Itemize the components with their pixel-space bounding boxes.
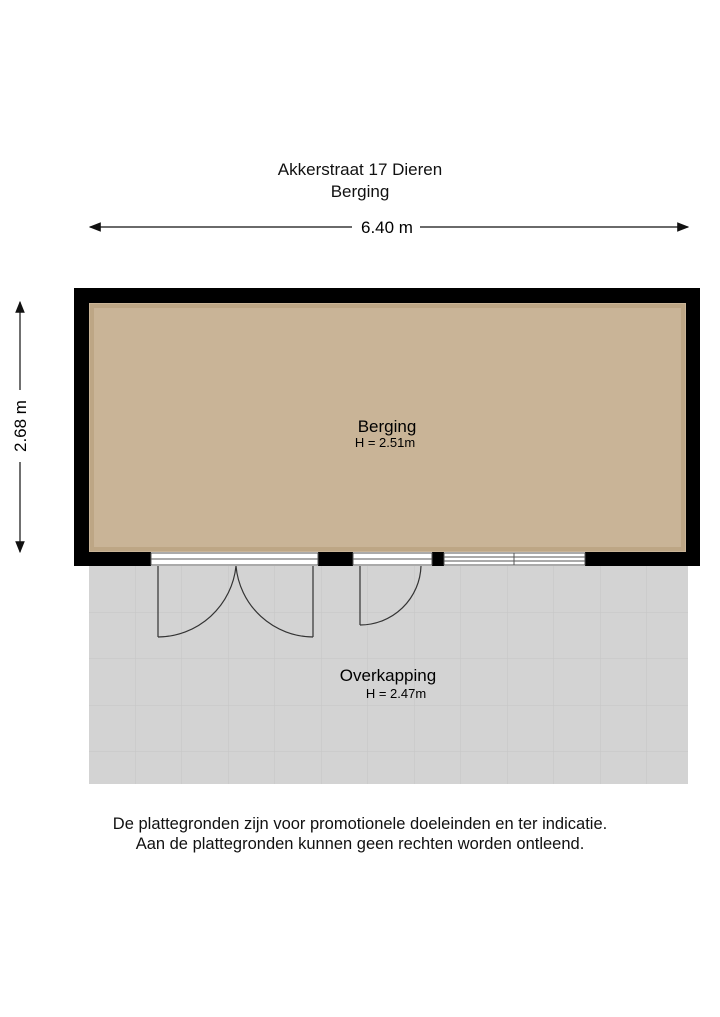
address-title: Akkerstraat 17 Dieren — [277, 160, 443, 179]
width-dimension — [90, 218, 688, 237]
width-label: 6.40 m — [361, 218, 413, 237]
disclaimer-line-1: De plattegronden zijn voor promotionele doeleinden en ter indicatie. — [112, 815, 608, 833]
overkapping-height: H = 2.47m — [365, 686, 427, 701]
height-dimension — [11, 302, 30, 552]
berging-label: Berging — [357, 417, 417, 436]
disclaimer-line-2: Aan de plattegronden kunnen geen rechten worden ontleend. — [135, 835, 585, 853]
overkapping-label: Overkapping — [339, 666, 437, 685]
height-label: 2.68 m — [11, 400, 30, 452]
floor-title: Berging — [330, 182, 390, 201]
berging-height: H = 2.51m — [354, 435, 416, 450]
